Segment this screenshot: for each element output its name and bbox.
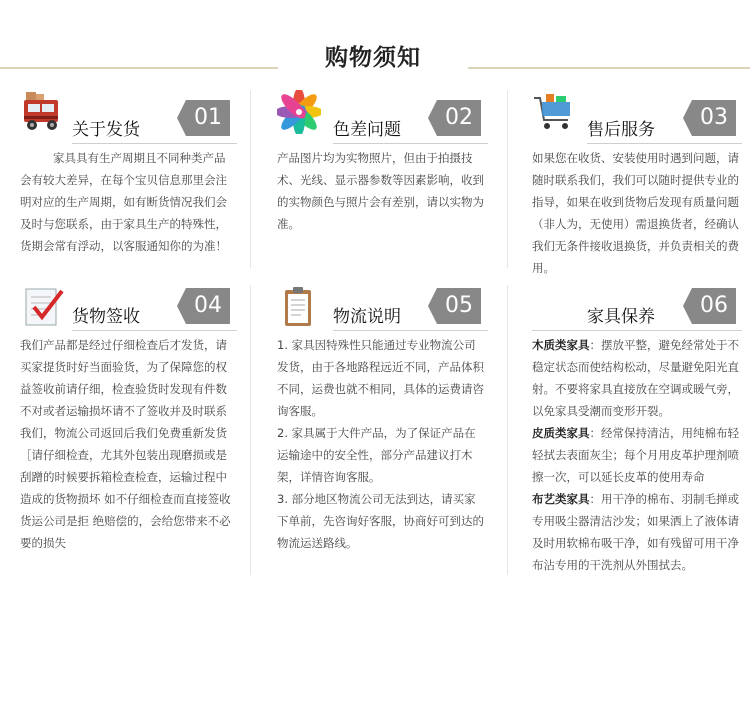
card-title: 售后服务 <box>587 120 655 140</box>
card-rule <box>72 330 237 331</box>
card-title: 货物签收 <box>72 307 140 327</box>
card-rule <box>333 143 488 144</box>
card-title: 物流说明 <box>333 307 401 327</box>
card-title: 关于发货 <box>72 120 140 140</box>
checklist-icon <box>20 285 68 329</box>
care-label: 布艺类家具 <box>532 492 590 506</box>
care-item <box>532 422 742 488</box>
card-number-badge: 06 <box>692 288 736 324</box>
column-divider <box>507 285 508 575</box>
care-item <box>532 334 742 422</box>
card-after-sales <box>532 90 747 275</box>
card-logistics <box>277 285 492 575</box>
clipboard-icon <box>277 285 325 329</box>
card-rule <box>532 330 742 331</box>
card-rule <box>333 330 488 331</box>
card-number-badge: 05 <box>437 288 481 324</box>
card-body <box>20 334 232 554</box>
shopping-cart-icon <box>532 90 580 134</box>
card-body <box>532 334 742 576</box>
card-title: 色差问题 <box>333 120 401 140</box>
header-divider-right <box>468 67 750 69</box>
color-palette-icon <box>277 90 325 134</box>
card-number-badge: 03 <box>692 100 736 136</box>
column-divider <box>250 285 251 575</box>
card-body <box>277 147 487 235</box>
page-header <box>0 18 750 78</box>
card-body <box>20 147 232 257</box>
card-paragraph: 1. 家具因特殊性只能通过专业物流公司发货，由于各地路程远近不同，产品体积不同，运费也就不相同，具体的运费请咨询客服。 <box>277 338 484 418</box>
card-number-badge: 04 <box>186 288 230 324</box>
care-label: 皮质类家具 <box>532 426 590 440</box>
care-text: ：摆放平整，避免经常处于不稳定状态而使结构松动，尽量避免阳光直射。不要将家具直接放在空调或暖气旁，以免家具受潮而变形开裂。 <box>532 338 739 418</box>
card-paragraph: 我们产品都是经过仔细检查后才发货，请买家提货时好当面验货，为了保障您的权益签收前请仔细，检查验货时发现有件数不对或者运输损坏请不了签收并及时联系我们，物流公司返回后我们免费重新发货［请仔细检查，尤其外包装出现磨损或是刮蹭的时候要拆箱检查检查，运输过程中造成的货物损坏 如不仔细检查而直接签收货运公司是拒 绝赔偿的，会给您带来不必要的损失 <box>20 338 231 550</box>
delivery-truck-icon <box>20 90 68 134</box>
card-paragraph: 如果您在收货、安装使用时遇到问题，请随时联系我们，我们可以随时提供专业的指导，如果在收到货物后发现有质量问题（非人为，无使用）需退换货者，经确认我们无条件接收退换货，并负责相关的费用。 <box>532 151 739 275</box>
card-paragraph: 产品图片均为实物照片，但由于拍摄技术、光线、显示器参数等因素影响，收到的实物颜色与照片会有差别，请以实物为准。 <box>277 151 484 231</box>
card-maintenance <box>532 285 747 575</box>
card-paragraph: 2. 家具属于大件产品，为了保证产品在运输途中的安全性，部分产品建议打木架，详情咨询客服。 <box>277 426 476 484</box>
card-delivery <box>20 90 235 275</box>
header-divider-left <box>0 67 278 69</box>
card-rule <box>72 143 237 144</box>
card-rule <box>587 143 742 144</box>
care-item <box>532 488 742 576</box>
care-text: ：用干净的棉布、羽制毛掸或专用吸尘器清洁沙发；如果洒上了液体请及时用软棉布吸干净，如有残留可用干净布沾专用的干洗剂从外围拭去。 <box>532 492 739 572</box>
card-title: 家具保养 <box>587 307 655 327</box>
card-number-badge: 02 <box>437 100 481 136</box>
card-body <box>277 334 487 554</box>
card-receipt <box>20 285 235 575</box>
card-paragraph: 家具具有生产周期且不同种类产品会有较大差异，在每个宝贝信息那里会注明对应的生产周期，如有断货情况我们会及时与您联系，由于家具生产的特殊性，货期会常有浮动，以客服通知你的为准！ <box>20 151 227 253</box>
care-text: ：经常保持清洁，用纯棉布轻轻拭去表面灰尘；每个月用皮革护理剂喷擦一次，可以延长皮革的使用寿命 <box>532 426 739 484</box>
page-title: 购物须知 <box>325 45 421 71</box>
column-divider <box>250 90 251 268</box>
column-divider <box>507 90 508 268</box>
card-body <box>532 147 742 279</box>
card-number-badge: 01 <box>186 100 230 136</box>
card-paragraph: 3. 部分地区物流公司无法到达，请买家下单前，先咨询好客服，协商好可到达的物流运送路线。 <box>277 492 484 550</box>
card-color-difference <box>277 90 492 275</box>
care-label: 木质类家具 <box>532 338 590 352</box>
